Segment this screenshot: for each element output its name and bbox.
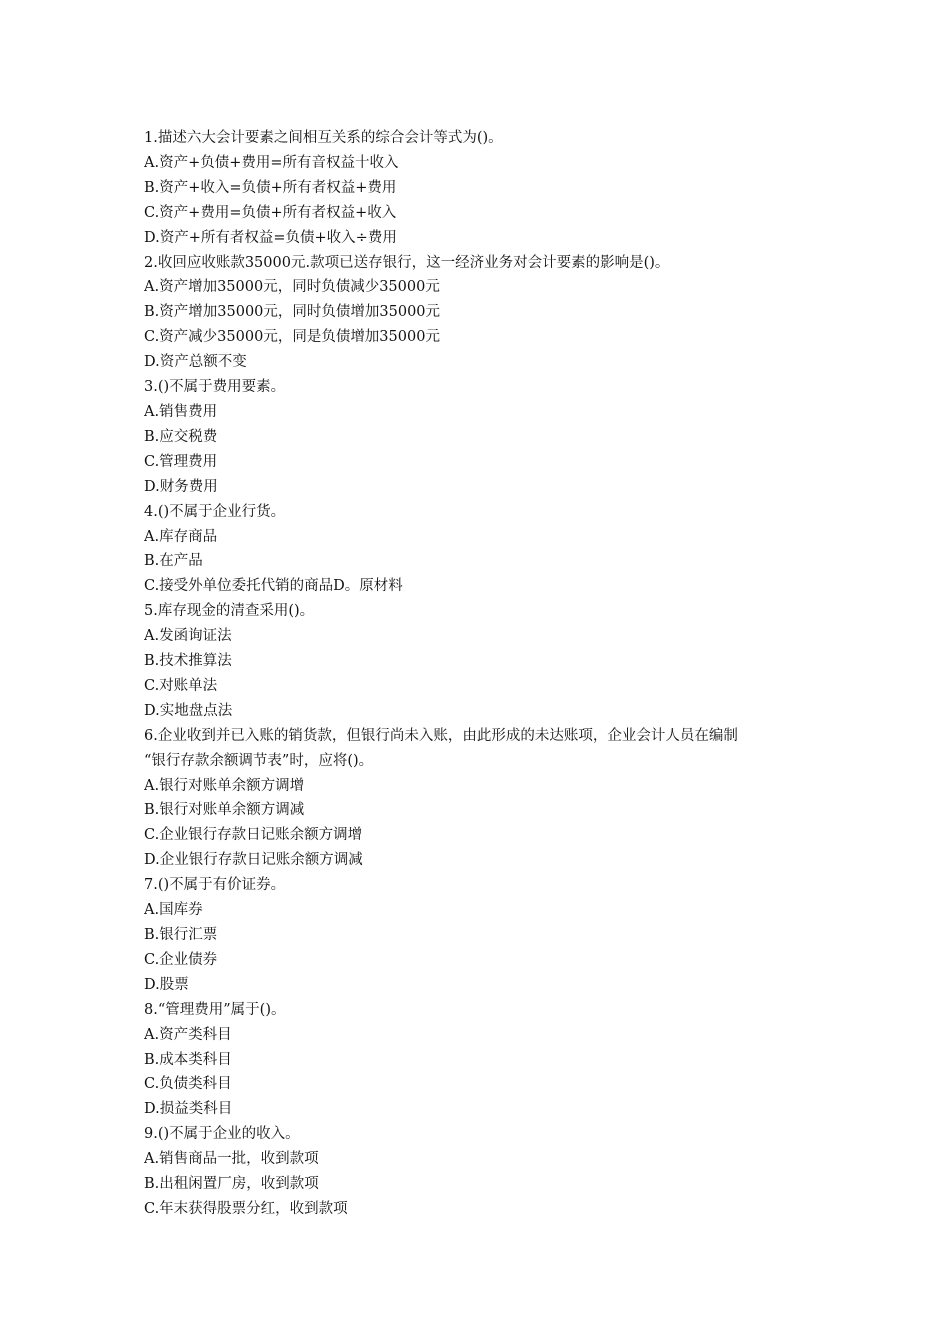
text-line: B.应交税费 xyxy=(144,428,218,445)
text-line: A.库存商品 xyxy=(144,528,218,545)
text-line: A.销售费用 xyxy=(144,403,218,420)
text-line: 9.()不属于企业的收入。 xyxy=(144,1126,300,1143)
text-line: D.损益类科目 xyxy=(144,1101,233,1118)
text-line: B.银行汇票 xyxy=(144,927,218,943)
text-line: C.负债类科目 xyxy=(144,1076,232,1093)
text-line: 4.()不属于企业行货。 xyxy=(144,503,286,520)
text-line: D.股票 xyxy=(144,976,189,993)
text-line: 6.企业收到并已入账的销货款，但银行尚未入账，由此形成的未达账项，企业会计人员在编制 xyxy=(144,727,738,744)
text-line: B.成本类科目 xyxy=(144,1051,232,1068)
text-line: A.资产类科目 xyxy=(144,1026,232,1043)
text-line: A.资产+负债+费用=所有音权益十收入 xyxy=(144,154,399,171)
text-line: A.国库券 xyxy=(144,902,203,919)
text-line: C.企业债券 xyxy=(144,951,218,968)
text-line: B.在产品 xyxy=(144,553,203,570)
text-line: C.年末获得股票分红，收到款项 xyxy=(144,1200,348,1217)
document-body xyxy=(144,126,809,1222)
text-line: 2.收回应收账款35000元.款项已送存银行，这一经济业务对会计要素的影响是()。 xyxy=(144,254,670,271)
text-line: “银行存款余额调节表”时，应将()。 xyxy=(144,752,374,769)
text-line: D.财务费用 xyxy=(144,478,218,495)
text-line: A.发函询证法 xyxy=(144,628,232,645)
text-line: C.企业银行存款日记账余额方调增 xyxy=(144,827,363,844)
text-line: A.资产增加35000元，同时负债减少35000元 xyxy=(144,279,440,296)
text-line: D.实地盘点法 xyxy=(144,702,233,719)
text-line: B.银行对账单余额方调减 xyxy=(144,802,305,819)
text-line: B.出租闲置厂房，收到款项 xyxy=(144,1176,319,1193)
text-line: B.技术推算法 xyxy=(144,653,232,670)
text-line: C.接受外单位委托代销的商品D。原材料 xyxy=(144,578,403,595)
text-line: 8.“管理费用”属于()。 xyxy=(144,1001,286,1018)
text-line: D.资产+所有者权益=负债+收入÷费用 xyxy=(144,229,397,246)
text-line: 1.描述六大会计要素之间相互关系的综合会计等式为()。 xyxy=(144,130,503,146)
text-line: A.销售商品一批，收到款项 xyxy=(144,1151,319,1168)
text-line: C.资产+费用=负债+所有者权益+收入 xyxy=(144,204,397,221)
text-line: B.资产增加35000元，同时负债增加35000元 xyxy=(144,304,441,321)
text-line: C.管理费用 xyxy=(144,453,218,470)
text-line: 7.()不属于有价证券。 xyxy=(144,877,286,894)
text-line: A.银行对账单余额方调增 xyxy=(144,777,305,794)
text-line: 3.()不属于费用要素。 xyxy=(144,379,286,396)
text-line: D.企业银行存款日记账余额方调减 xyxy=(144,852,363,869)
text-line: 5.库存现金的清查采用()。 xyxy=(144,603,315,620)
text-line: D.资产总额不变 xyxy=(144,354,247,371)
text-line: C.对账单法 xyxy=(144,677,218,694)
text-line: B.资产+收入=负债+所有者权益+费用 xyxy=(144,179,397,196)
text-line: C.资产减少35000元，同是负债增加35000元 xyxy=(144,329,440,346)
